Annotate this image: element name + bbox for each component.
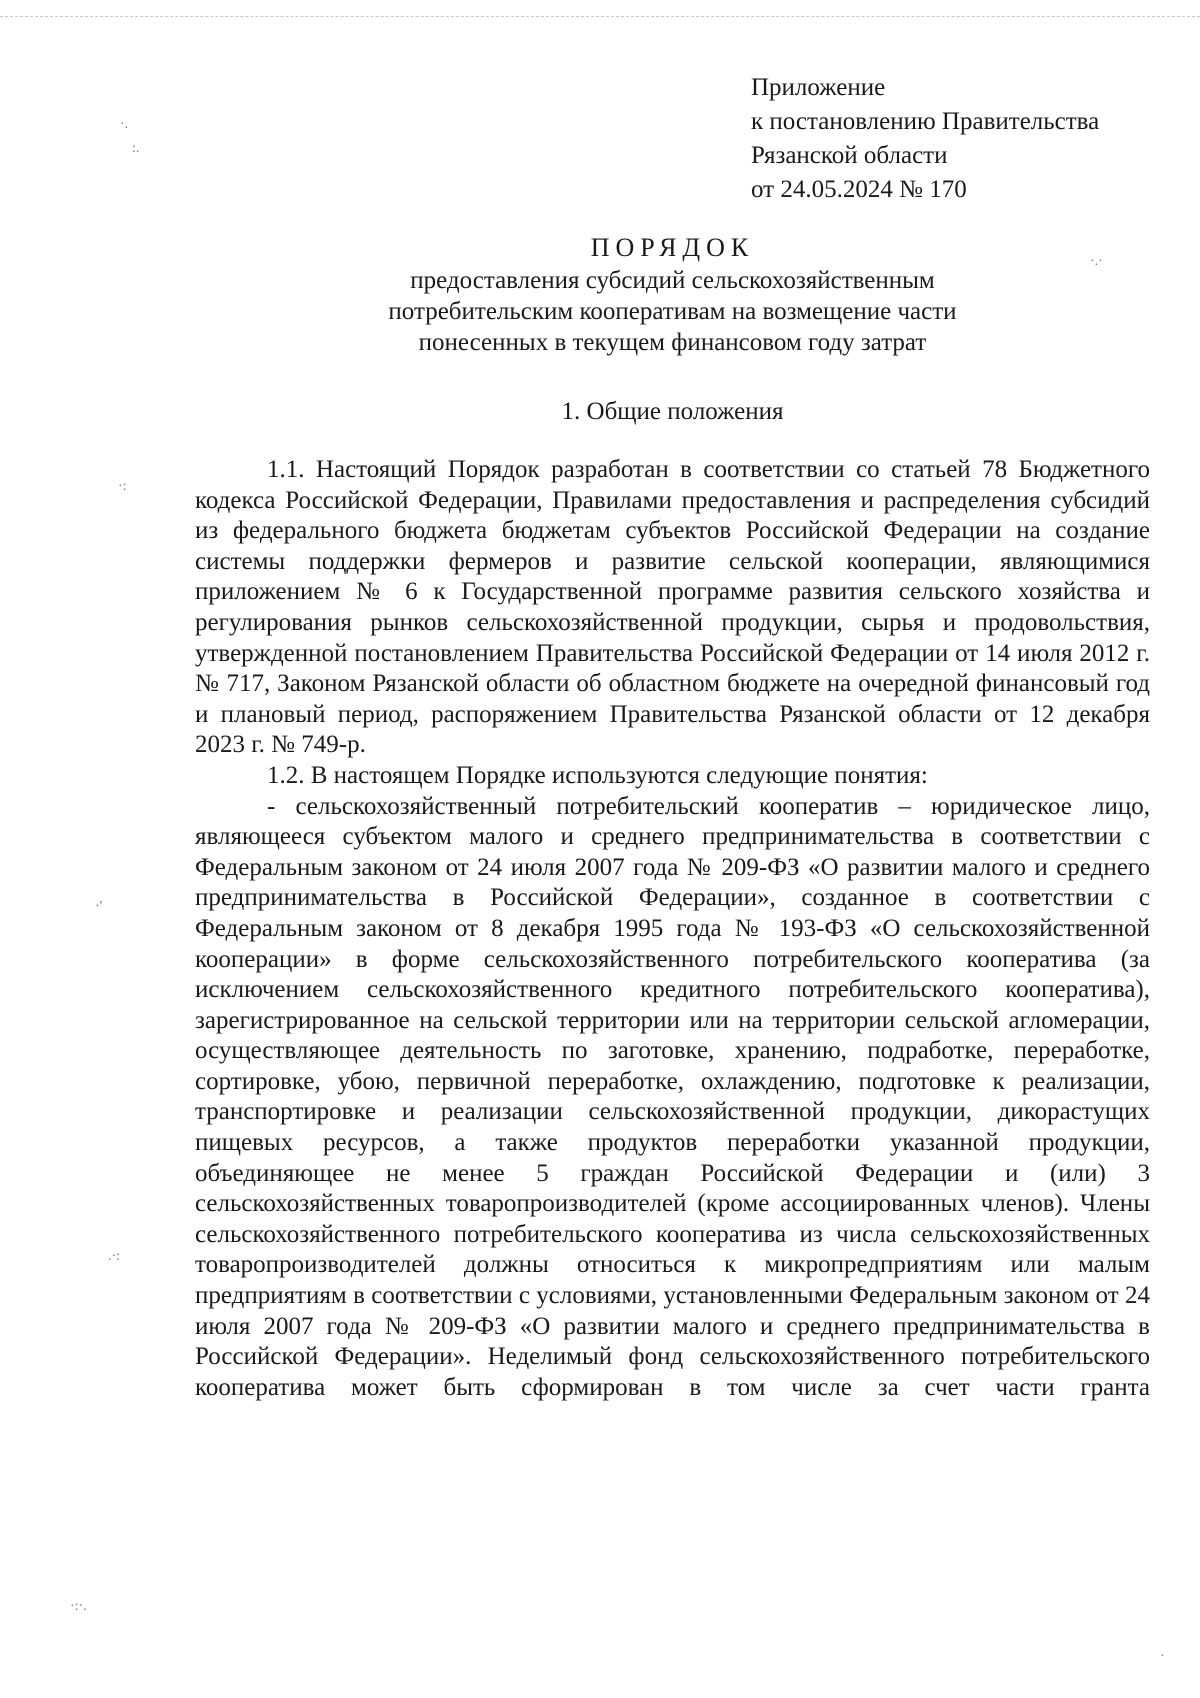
appendix-block [751,71,1099,207]
scan-speck: ·: [118,479,127,494]
scan-speck: .·: [108,1249,121,1264]
appendix-line: к постановлению Правительства [751,108,1100,135]
document-title-block [195,231,1150,358]
document-title: ПОРЯДОК [590,233,755,262]
appendix-line: Рязанской области [751,142,948,169]
document-subtitle-line: потребительским кооперативам на возмещение части [388,298,957,325]
scan-speck: ·. [120,117,129,132]
scan-speck: ·:·. [70,1599,87,1614]
scan-speck: ·.· [1090,254,1103,269]
document-subtitle-line: понесенных в текущем финансовом году затрат [418,329,927,356]
scan-speck: :. [132,141,140,156]
document-subtitle-line: предоставления субсидий сельскохозяйственным [410,267,935,294]
paragraph-1-2: 1.2. В настоящем Порядке используются следующие понятия: [267,761,928,789]
section-heading: 1. Общие положения [561,398,784,425]
paragraph-1-1: 1.1. Настоящий Порядок разработан в соответствии со статьей 78 Бюджетного кодекса Российской Федерации, Правилами предоставления и распределения субсидий из федерального бюджета бюджетам субъектов Российской Федерации на создание системы поддержки фермеров и развитие сельской кооперации, являющимися приложением № 6 к Государственной программе развития сельского хозяйства и регулирования рынков сельскохозяйственной продукции, сырья и продовольствия, утвержденной постановлением Правительства Российской Федерации от 14 июля 2012 г. № 717, Законом Рязанской области об областном бюджете на очередной финансовый год и плановый период, распоряжением Правительства Рязанской области от 12 декабря 2023 г. № 749-р. [195,456,1150,759]
scan-speck: · [1160,1649,1165,1664]
scan-top-edge [0,16,1200,17]
appendix-date-line: от 24.05.2024 № 170 [751,176,967,203]
scan-speck: ·' [95,899,103,914]
definition-paragraph: - сельскохозяйственный потребительский кооператив – юридическое лицо, являющееся субъектом малого и среднего предпринимательства в соответствии с Федеральным законом от 24 июля 2007 года № 209-ФЗ «О развитии малого и среднего предпринимательства в Российской Федерации», созданное в соответствии с Федеральным законом от 8 декабря 1995 года № 193-ФЗ «О сельскохозяйственной кооперации» в форме сельскохозяйственного потребительского кооператива (за исключением сельскохозяйственного кредитного потребительского кооператива), зарегистрированное на сельской территории или на территории сельской агломерации, осуществляющее деятельность по заготовке, хранению, подработке, переработке, сортировке, убою, первичной переработке, охлаждению, подготовке к реализации, транспортировке и реализации сельскохозяйственной продукции, дикорастущих пищевых ресурсов, а также продуктов переработки указанной продукции, объединяющее не менее 5 граждан Российской Федерации и (или) 3 сельскохозяйственных товаропроизводителей (кроме ассоциированных членов). Члены сельскохозяйственного потребительского кооператива из числа сельскохозяйственных товаропроизводителей должны относиться к микропредприятиям или малым предприятиям в соответствии с условиями, установленными Федеральным законом от 24 июля 2007 года № 209-ФЗ «О развитии малого и среднего предпринимательства в Российской Федерации». Неделимый фонд сельскохозяйственного потребительского кооператива может быть сформирован в том числе за счет части гранта [195,792,1150,1401]
appendix-line: Приложение [751,74,886,101]
document-body [195,455,1150,1403]
